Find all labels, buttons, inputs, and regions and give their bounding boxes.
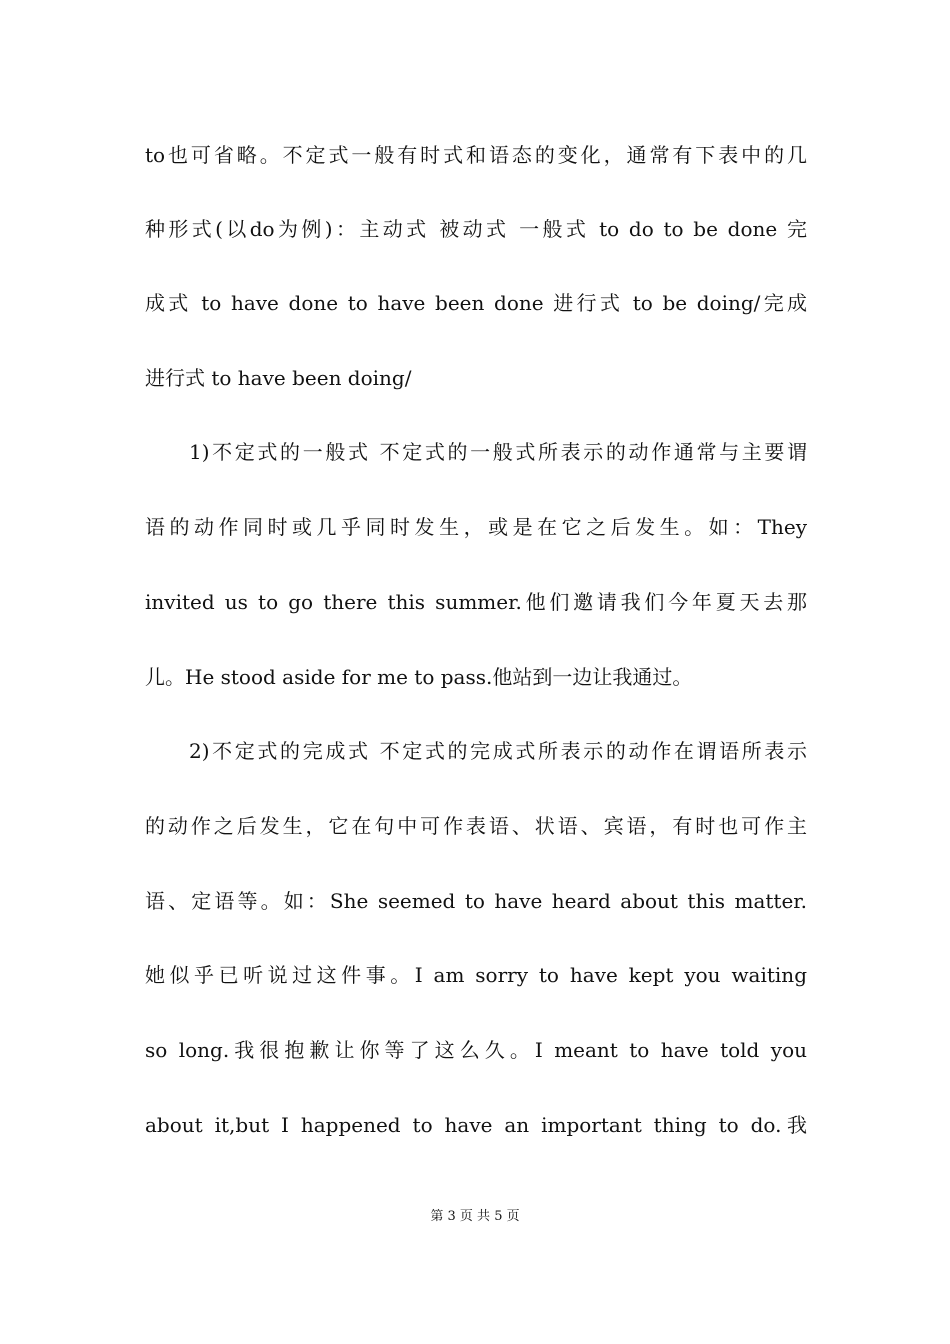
text-line: 进行式 to have been doing/ — [145, 366, 412, 390]
text-line: 她似乎已听说过这件事。I am sorry to have kept you waiting — [145, 963, 807, 987]
text-line: 儿。He stood aside for me to pass.他站到一边让我通过。 — [145, 665, 693, 689]
text-line: about it,but I happened to have an important thing to do.我 — [145, 1113, 807, 1137]
page-number-footer: 第 3 页 共 5 页 — [430, 1209, 520, 1224]
text-line: invited us to go there this summer.他们邀请我们今年夏天去那 — [145, 590, 807, 614]
text-line: 种形式(以do为例)：主动式 被动式 一般式 to do to be done 完 — [145, 217, 807, 241]
text-line: 成式 to have done to have been done 进行式 to be doing/完成 — [145, 291, 807, 315]
text-line: 的动作之后发生，它在句中可作表语、状语、宾语，有时也可作主 — [145, 814, 807, 838]
paragraph-heading-line: 2)不定式的完成式 不定式的完成式所表示的动作在谓语所表示 — [189, 739, 807, 763]
paragraph-heading-line: 1)不定式的一般式 不定式的一般式所表示的动作通常与主要谓 — [189, 440, 807, 464]
text-line: to也可省略。不定式一般有时式和语态的变化，通常有下表中的几 — [145, 143, 807, 167]
text-line: 语的动作同时或几乎同时发生，或是在它之后发生。如：They — [145, 515, 807, 539]
text-line: 语、定语等。如：She seemed to have heard about this matter. — [145, 889, 807, 913]
text-line: so long.我很抱歉让你等了这么久。I meant to have told you — [145, 1038, 807, 1062]
